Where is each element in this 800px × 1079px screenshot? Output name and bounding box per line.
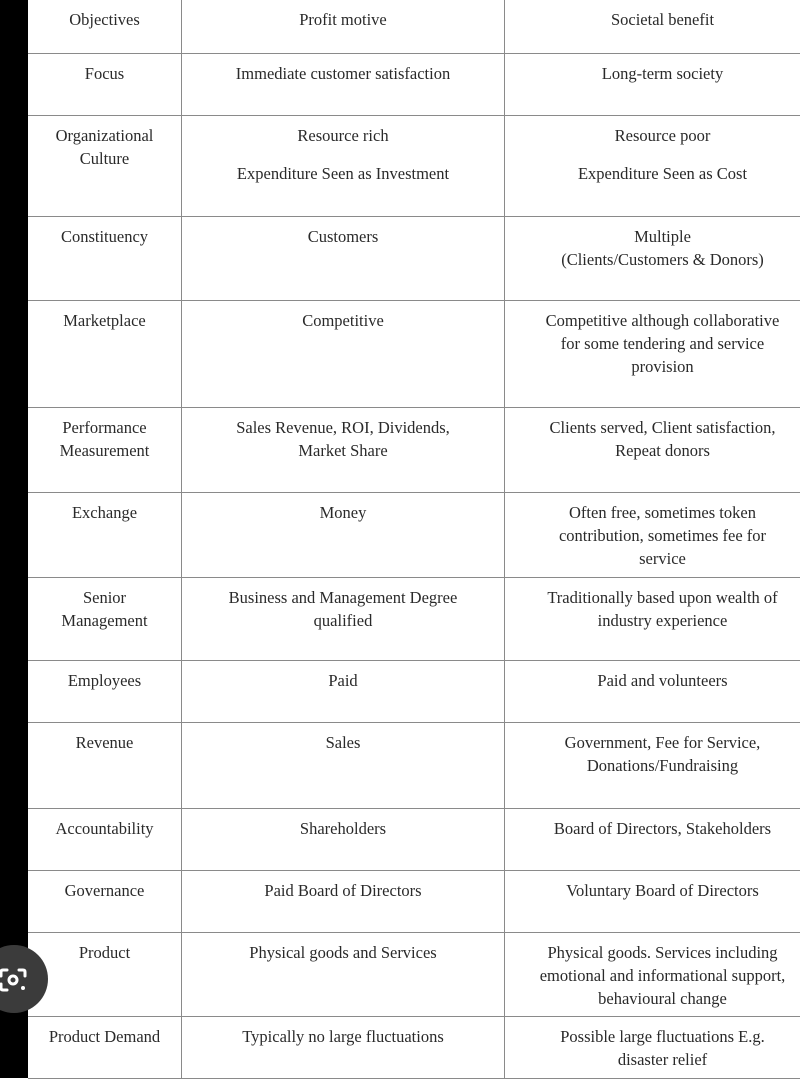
non-profit-cell — [505, 407, 800, 492]
row-label — [28, 115, 182, 216]
table-row — [28, 660, 800, 722]
row-label — [28, 577, 182, 660]
row-label — [28, 932, 182, 1016]
non-profit-cell — [505, 300, 800, 407]
table-row — [28, 932, 800, 1016]
cell-text-line: Business and Management Degree — [186, 586, 500, 609]
for-profit-cell — [182, 870, 505, 932]
non-profit-cell — [505, 577, 800, 660]
cell-text-line: Management — [32, 609, 177, 632]
cell-text-line: (Clients/Customers & Donors) — [509, 248, 800, 271]
cell-text-line: contribution, sometimes fee for — [509, 524, 800, 547]
cell-text-line: Paid — [186, 669, 500, 692]
comparison-table-body — [28, 0, 800, 1078]
cell-text-line: Government, Fee for Service, — [509, 731, 800, 754]
cell-text-line: Marketplace — [32, 309, 177, 332]
cell-text-line: behavioural change — [509, 987, 800, 1010]
table-row — [28, 216, 800, 300]
cell-text-line: Senior — [32, 586, 177, 609]
row-label — [28, 492, 182, 577]
non-profit-cell — [505, 216, 800, 300]
table-row — [28, 870, 800, 932]
cell-text-line: industry experience — [509, 609, 800, 632]
cell-text-line: Expenditure Seen as Cost — [509, 162, 800, 185]
cell-text-line: Traditionally based upon wealth of — [509, 586, 800, 609]
for-profit-cell — [182, 808, 505, 870]
cell-text-line: Employees — [32, 669, 177, 692]
table-row — [28, 300, 800, 407]
row-label — [28, 407, 182, 492]
for-profit-cell — [182, 660, 505, 722]
cell-text-line: emotional and informational support, — [509, 964, 800, 987]
non-profit-cell — [505, 0, 800, 53]
row-label — [28, 216, 182, 300]
non-profit-cell — [505, 808, 800, 870]
cell-text-line: Resource poor — [509, 124, 800, 147]
non-profit-cell — [505, 492, 800, 577]
table-row — [28, 115, 800, 216]
cell-text-line: Revenue — [32, 731, 177, 754]
cell-text-line: Board of Directors, Stakeholders — [509, 817, 800, 840]
cell-text-line: Resource rich — [186, 124, 500, 147]
row-label — [28, 53, 182, 115]
non-profit-cell — [505, 870, 800, 932]
for-profit-cell — [182, 932, 505, 1016]
table-row — [28, 577, 800, 660]
cell-text-line: Exchange — [32, 501, 177, 524]
cell-text-line: qualified — [186, 609, 500, 632]
non-profit-cell — [505, 722, 800, 808]
cell-text-line: Paid Board of Directors — [186, 879, 500, 902]
left-screen-edge — [0, 0, 28, 1078]
for-profit-cell — [182, 577, 505, 660]
cell-text-line: disaster relief — [509, 1048, 800, 1071]
table-row — [28, 407, 800, 492]
cell-text-line: Competitive — [186, 309, 500, 332]
for-profit-cell — [182, 216, 505, 300]
cell-text-line: Customers — [186, 225, 500, 248]
non-profit-cell — [505, 115, 800, 216]
for-profit-cell — [182, 492, 505, 577]
row-label — [28, 870, 182, 932]
cell-text-line: Sales Revenue, ROI, Dividends, — [186, 416, 500, 439]
table-row — [28, 492, 800, 577]
row-label — [28, 808, 182, 870]
cell-text-line — [509, 147, 800, 162]
cell-text-line — [186, 147, 500, 162]
row-label — [28, 300, 182, 407]
cell-text-line: Donations/Fundraising — [509, 754, 800, 777]
cell-text-line: Performance — [32, 416, 177, 439]
for-profit-cell — [182, 722, 505, 808]
cell-text-line: Often free, sometimes token — [509, 501, 800, 524]
cell-text-line: Product — [32, 941, 177, 964]
non-profit-cell — [505, 660, 800, 722]
for-profit-cell — [182, 300, 505, 407]
table-row — [28, 1016, 800, 1078]
cell-text-line: Expenditure Seen as Investment — [186, 162, 500, 185]
table-row — [28, 808, 800, 870]
cell-text-line: Market Share — [186, 439, 500, 462]
cell-text-line: Repeat donors — [509, 439, 800, 462]
cell-text-line: Measurement — [32, 439, 177, 462]
cell-text-line: Organizational — [32, 124, 177, 147]
row-label — [28, 1016, 182, 1078]
table-row — [28, 722, 800, 808]
for-profit-cell — [182, 407, 505, 492]
cell-text-line: Constituency — [32, 225, 177, 248]
cell-text-line: Paid and volunteers — [509, 669, 800, 692]
non-profit-cell — [505, 1016, 800, 1078]
cell-text-line: provision — [509, 355, 800, 378]
cell-text-line: Profit motive — [186, 8, 500, 31]
cell-text-line: Multiple — [509, 225, 800, 248]
row-label — [28, 722, 182, 808]
for-profit-cell — [182, 1016, 505, 1078]
cell-text-line: Societal benefit — [509, 8, 800, 31]
cell-text-line: Accountability — [32, 817, 177, 840]
non-profit-cell — [505, 53, 800, 115]
cell-text-line: Sales — [186, 731, 500, 754]
cell-text-line: Physical goods. Services including — [509, 941, 800, 964]
cell-text-line: Culture — [32, 147, 177, 170]
for-profit-cell — [182, 0, 505, 53]
cell-text-line: Voluntary Board of Directors — [509, 879, 800, 902]
cell-text-line: Clients served, Client satisfaction, — [509, 416, 800, 439]
table-row — [28, 53, 800, 115]
row-label — [28, 0, 182, 53]
row-label — [28, 660, 182, 722]
google-lens-icon — [0, 967, 28, 993]
cell-text-line: Governance — [32, 879, 177, 902]
cell-text-line: Money — [186, 501, 500, 524]
cell-text-line: Immediate customer satisfaction — [186, 62, 500, 85]
non-profit-cell — [505, 932, 800, 1016]
cell-text-line: Product Demand — [32, 1025, 177, 1048]
table-row — [28, 0, 800, 53]
cell-text-line: service — [509, 547, 800, 570]
cell-text-line: Competitive although collaborative — [509, 309, 800, 332]
for-profit-cell — [182, 115, 505, 216]
cell-text-line: Focus — [32, 62, 177, 85]
cell-text-line: for some tendering and service — [509, 332, 800, 355]
cell-text-line: Typically no large fluctuations — [186, 1025, 500, 1048]
cell-text-line: Shareholders — [186, 817, 500, 840]
cell-text-line: Physical goods and Services — [186, 941, 500, 964]
for-profit-cell — [182, 53, 505, 115]
cell-text-line: Possible large fluctuations E.g. — [509, 1025, 800, 1048]
cell-text-line: Objectives — [32, 8, 177, 31]
cell-text-line: Long-term society — [509, 62, 800, 85]
comparison-table — [28, 0, 800, 1079]
